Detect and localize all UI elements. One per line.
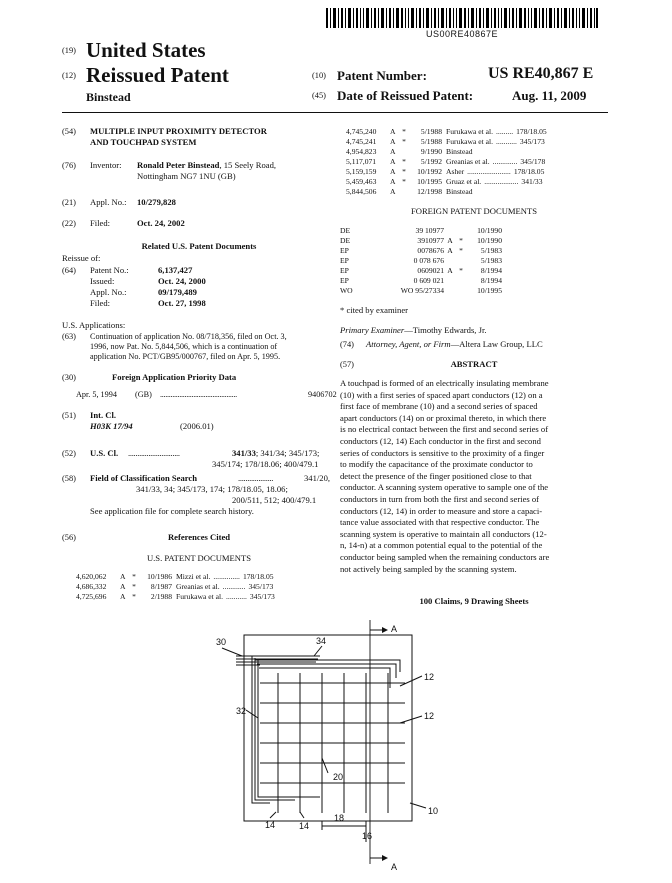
fig-label-12-bottom: 12 xyxy=(424,711,435,721)
doc-kind: A xyxy=(120,592,126,601)
inventor-address-1: , 15 Seely Road, xyxy=(219,160,277,170)
abstract-line: series of conductors is sensitive to the proximity of a finger xyxy=(340,447,545,458)
doc-country: DE xyxy=(340,226,351,235)
doc-dots: ............ xyxy=(222,582,246,591)
refs-heading: References Cited xyxy=(167,532,231,542)
doc-date: 10/1995 xyxy=(477,286,502,295)
code-21: (21) xyxy=(62,198,76,207)
abstract-line: conductors (12, 14) in order to measure and store a capaci- xyxy=(340,505,543,516)
doc-number: 5,117,071 xyxy=(346,157,377,166)
fig-label-20: 20 xyxy=(333,772,344,782)
inventor-name: Ronald Peter Binstead xyxy=(137,160,220,170)
table-row xyxy=(340,246,502,255)
reissue-value-2: 09/179,489 xyxy=(158,287,197,297)
table-row xyxy=(76,572,274,581)
us-applications-label: U.S. Applications: xyxy=(62,320,126,330)
code-76: (76) xyxy=(62,161,76,170)
doc-star: * xyxy=(132,592,136,601)
code-45: (45) xyxy=(312,91,326,100)
foreign-docs-heading: FOREIGN PATENT DOCUMENTS xyxy=(410,206,538,216)
abstract-line: first face of membrane (10) and a second series of spaced xyxy=(340,401,538,412)
barcode-number: US00RE40867E xyxy=(425,29,499,39)
abstract-line: to modify the capacitance of the proximate conductor to xyxy=(340,459,533,470)
priority-date: Apr. 5, 1994 xyxy=(76,390,117,399)
abstract-line: apart conductors (14) on or proximal thereto, in which there xyxy=(340,412,547,423)
doc-class: 178/18.05 xyxy=(242,572,274,581)
appl-number: 10/279,828 xyxy=(137,197,176,207)
field-dots: ................... xyxy=(238,473,274,483)
doc-number: 3910977 xyxy=(417,236,444,245)
doc-number: 4,725,696 xyxy=(76,592,107,601)
doc-class: 345/173 xyxy=(519,137,545,146)
doc-country: EP xyxy=(340,246,349,255)
doc-country: EP xyxy=(340,256,349,265)
doc-date: 9/1990 xyxy=(420,147,442,156)
field-line-3: 200/511, 512; 400/479.1 xyxy=(232,495,317,505)
code-22: (22) xyxy=(62,219,76,228)
doc-name: Furukawa et al. xyxy=(446,127,494,136)
reissue-label-3: Filed: xyxy=(90,298,111,308)
doc-date: 8/1987 xyxy=(150,582,172,591)
touchpad-figure xyxy=(200,618,460,880)
attorney-label: Attorney, Agent, or Firm xyxy=(366,339,451,349)
doc-kind: A xyxy=(447,246,453,255)
table-row xyxy=(340,276,502,285)
uscl-main: 341/33 xyxy=(232,448,256,458)
primary-examiner-name: —Timothy Edwards, Jr. xyxy=(404,325,487,335)
doc-dots: ......... xyxy=(496,127,514,136)
doc-number: 0078676 xyxy=(417,246,444,255)
doc-name: Furukawa et al. xyxy=(446,137,494,146)
table-row xyxy=(346,187,473,196)
title-line-2: AND TOUCHPAD SYSTEM xyxy=(90,137,197,147)
doc-number: 4,745,240 xyxy=(346,127,377,136)
leader-30 xyxy=(222,648,242,656)
abstract-line: A touchpad is formed of an electrically insulating membrane xyxy=(340,378,549,388)
field-label: Field of Classification Search xyxy=(90,473,198,483)
doc-date: 12/1998 xyxy=(417,187,442,196)
doc-star: * xyxy=(459,246,463,255)
doc-number: 39 10977 xyxy=(415,226,444,235)
uscl-label: U.S. Cl. xyxy=(90,448,119,458)
code-12: (12) xyxy=(62,71,76,80)
doc-date: 8/1994 xyxy=(480,276,502,285)
reissue-value-1: Oct. 24, 2000 xyxy=(158,276,206,286)
doc-kind: A xyxy=(390,157,396,166)
doc-dots: ........... xyxy=(226,592,247,601)
doc-date: 10/1990 xyxy=(477,226,502,235)
abstract-line: conductors (12, 14) Each conductor in the first and second xyxy=(340,435,541,446)
fig-label-a-bottom: A xyxy=(391,862,398,872)
code-57: (57) xyxy=(340,360,354,369)
uscl-dots: ............................ xyxy=(128,448,180,458)
priority-heading: Foreign Application Priority Data xyxy=(112,372,237,382)
reissue-label-1: Issued: xyxy=(90,276,115,286)
code-74: (74) xyxy=(340,340,354,349)
doc-date: 5/1988 xyxy=(420,127,442,136)
table-row xyxy=(340,256,502,265)
abstract-line: conductors in turn from both the first and second series of xyxy=(340,493,540,504)
primary-examiner-label: Primary Examiner xyxy=(340,325,405,335)
doc-country: DE xyxy=(340,236,351,245)
doc-dots: ....................... xyxy=(467,167,511,176)
code-30: (30) xyxy=(62,373,76,382)
fig-label-18: 18 xyxy=(334,813,345,823)
leader-14b xyxy=(300,812,304,818)
abstract xyxy=(340,378,608,575)
doc-date: 5/1988 xyxy=(420,137,442,146)
doc-dots: ........... xyxy=(496,137,517,146)
doc-date: 10/1995 xyxy=(417,177,442,186)
doc-number: 4,686,332 xyxy=(76,582,107,591)
doc-number: 4,620,062 xyxy=(76,572,107,581)
table-row xyxy=(76,582,273,591)
doc-date: 10/1986 xyxy=(147,572,172,581)
abstract-line: conductor. A scanning system operative to sample one of the xyxy=(340,482,549,493)
doc-kind: A xyxy=(447,266,453,275)
patent-number-label: Patent Number: xyxy=(337,68,427,83)
doc-star: * xyxy=(132,572,136,581)
doc-number: 4,745,241 xyxy=(346,137,377,146)
abstract-line: tance value associated with that respective conductor. The xyxy=(340,517,540,528)
code-19: (19) xyxy=(62,46,76,55)
leader-20 xyxy=(322,758,328,773)
doc-kind: A xyxy=(390,147,396,156)
abstract-line: (10) with a first series of spaced apart conductors (12) on a xyxy=(340,389,543,400)
table-row xyxy=(340,286,502,295)
doc-name: Binstead xyxy=(446,147,473,156)
reissue-label-0: Patent No.: xyxy=(90,265,129,275)
patent-number: US RE40,867 E xyxy=(488,65,594,82)
appl-label: Appl. No.: xyxy=(90,197,127,207)
table-row xyxy=(346,157,545,166)
priority-country: (GB) xyxy=(135,390,152,399)
field-line-2: 341/33, 34; 345/173, 174; 178/18.05, 18.06; xyxy=(136,484,288,494)
leader-14a xyxy=(270,812,276,818)
doc-number: 0609021 xyxy=(417,266,444,275)
doc-name: Greanias et al. xyxy=(176,582,220,591)
date-label: Date of Reissued Patent: xyxy=(337,88,474,103)
table-row xyxy=(340,226,502,235)
doc-star: * xyxy=(459,266,463,275)
uscl-line-2: 345/174; 178/18.06; 400/479.1 xyxy=(212,459,319,469)
table-row xyxy=(346,127,547,136)
table-row xyxy=(340,236,502,245)
code-54: (54) xyxy=(62,127,76,136)
fig-label-34: 34 xyxy=(316,636,327,646)
country: United States xyxy=(86,38,206,62)
reissue-of: Reissue of: xyxy=(62,253,101,263)
fig-label-10: 10 xyxy=(428,806,439,816)
doc-star: * xyxy=(132,582,136,591)
reissue-value-0: 6,137,427 xyxy=(158,265,193,275)
code-56: (56) xyxy=(62,533,76,542)
related-heading: Related U.S. Patent Documents xyxy=(141,241,257,251)
us-docs-heading: U.S. PATENT DOCUMENTS xyxy=(146,553,252,563)
attorney xyxy=(366,339,543,350)
code-63: (63) xyxy=(62,332,76,341)
inventor-surname: Binstead xyxy=(86,90,131,104)
doc-kind: A xyxy=(447,236,453,245)
table-row xyxy=(346,177,543,186)
doc-dots: .............. xyxy=(213,572,240,581)
doc-kind: A xyxy=(120,572,126,581)
doc-country: EP xyxy=(340,276,349,285)
abstract-line: n, 14-n) at a common potential equal to the potential of the xyxy=(340,540,543,551)
intcl-label: Int. Cl. xyxy=(90,410,117,420)
doc-star: * xyxy=(402,137,406,146)
reissue-label-2: Appl. No.: xyxy=(90,287,127,297)
doc-name: Furukawa et al. xyxy=(176,592,224,601)
code-58: (58) xyxy=(62,474,76,483)
leader-12b xyxy=(400,716,422,723)
field-line-4: See application file for complete search history. xyxy=(90,506,254,516)
table-row xyxy=(340,266,502,275)
fig-label-30: 30 xyxy=(216,637,227,647)
doc-number: 5,159,159 xyxy=(346,167,377,176)
inventor-line-1 xyxy=(137,160,276,171)
doc-class: 345/173 xyxy=(248,582,274,591)
continuation-line-1: Continuation of application No. 08/718,356, filed on Oct. 3, xyxy=(90,332,287,341)
reissue-value-3: Oct. 27, 1998 xyxy=(158,298,206,308)
doc-star: * xyxy=(402,127,406,136)
doc-name: Gruaz et al. xyxy=(446,177,482,186)
doc-kind: Reissued Patent xyxy=(86,63,229,87)
doc-kind: A xyxy=(120,582,126,591)
fig-label-32: 32 xyxy=(236,706,247,716)
doc-kind: A xyxy=(390,137,396,146)
table-row xyxy=(346,147,473,156)
code-10: (10) xyxy=(312,71,326,80)
doc-country: WO xyxy=(340,286,353,295)
field-line-1: 341/20, xyxy=(304,473,331,483)
abstract-heading: ABSTRACT xyxy=(450,359,498,369)
priority-number: 9406702 xyxy=(308,390,337,399)
intcl-year: (2006.01) xyxy=(180,421,214,431)
abstract-line: is no electrical contact between the first and second series of xyxy=(340,424,549,435)
code-51: (51) xyxy=(62,411,76,420)
doc-date: 5/1983 xyxy=(480,256,502,265)
doc-kind: A xyxy=(390,127,396,136)
reissue-date: Aug. 11, 2009 xyxy=(512,88,587,103)
fig-label-14-right: 14 xyxy=(299,821,310,831)
doc-name: Greanias et al. xyxy=(446,157,490,166)
doc-star: * xyxy=(402,167,406,176)
inventor-label: Inventor: xyxy=(90,160,122,170)
doc-date: 5/1983 xyxy=(480,246,502,255)
doc-number: 0 078 676 xyxy=(413,256,444,265)
doc-country: EP xyxy=(340,266,349,275)
doc-number: 4,954,823 xyxy=(346,147,377,156)
doc-date: 10/1990 xyxy=(477,236,502,245)
doc-class: 178/18.05 xyxy=(516,127,547,136)
priority-dots: ............................................ xyxy=(160,390,237,399)
doc-kind: A xyxy=(390,187,396,196)
abstract-line: scanning system is operative to maintain all conductors (12- xyxy=(340,528,547,539)
vertical-conductors xyxy=(252,656,388,813)
intcl-code: H03K 17/94 xyxy=(90,421,133,431)
abstract-line: conductor being sampled when the remaining conductors are xyxy=(340,551,550,562)
doc-kind: A xyxy=(390,177,396,186)
cited-by-examiner: * cited by examiner xyxy=(340,305,409,315)
barcode xyxy=(326,8,598,28)
attorney-name: —Altera Law Group, LLC xyxy=(450,339,543,349)
arrow-head-bottom xyxy=(382,855,388,861)
doc-name: Binstead xyxy=(446,187,473,196)
abstract-line: detect the presence of the finger positioned close to that xyxy=(340,470,532,481)
leader-34 xyxy=(314,646,322,656)
doc-class: 345/178 xyxy=(520,157,546,166)
doc-class: 345/173 xyxy=(249,592,275,601)
doc-dots: .................. xyxy=(484,177,519,186)
fig-label-12-top: 12 xyxy=(424,672,435,682)
continuation-line-2: 1996, now Pat. No. 5,844,506, which is a continuation of xyxy=(90,342,278,351)
uscl-line-1 xyxy=(232,448,319,459)
fig-label-16: 16 xyxy=(362,831,373,841)
continuation-line-3: application No. PCT/GB95/000767, filed on Apr. 5, 1995. xyxy=(90,352,281,361)
filed-label: Filed: xyxy=(90,218,111,228)
doc-date: 5/1992 xyxy=(420,157,442,166)
title-line-1: MULTIPLE INPUT PROXIMITY DETECTOR xyxy=(90,126,267,136)
doc-star: * xyxy=(402,177,406,186)
doc-dots: ............. xyxy=(492,157,518,166)
uscl-rest-1: ; 341/34; 345/173; xyxy=(255,448,320,458)
doc-date: 10/1992 xyxy=(417,167,442,176)
inventor-address-2: Nottingham NG7 1NU (GB) xyxy=(137,171,236,181)
doc-number: 0 609 021 xyxy=(413,276,444,285)
code-52: (52) xyxy=(62,449,76,458)
doc-number: 5,844,506 xyxy=(346,187,377,196)
doc-name: Mizzi et al. xyxy=(176,572,211,581)
doc-kind: A xyxy=(390,167,396,176)
arrow-head-top xyxy=(382,627,388,633)
doc-class: 341/33 xyxy=(521,177,543,186)
fig-label-a-top: A xyxy=(391,624,398,634)
doc-number: WO 95/27334 xyxy=(400,286,444,295)
doc-date: 2/1988 xyxy=(150,592,172,601)
membrane-outline xyxy=(244,635,412,821)
filed-date: Oct. 24, 2002 xyxy=(137,218,185,228)
doc-class: 178/18.05 xyxy=(513,167,545,176)
doc-star: * xyxy=(459,236,463,245)
doc-star: * xyxy=(402,157,406,166)
doc-number: 5,459,463 xyxy=(346,177,377,186)
table-row xyxy=(346,167,544,176)
fig-label-14-left: 14 xyxy=(265,820,276,830)
table-row xyxy=(76,592,275,601)
table-row xyxy=(346,137,545,146)
code-64: (64) xyxy=(62,266,76,275)
header-rule xyxy=(62,112,608,113)
primary-examiner xyxy=(340,325,487,336)
abstract-line: not actively being sampled by the scanning system. xyxy=(340,563,517,574)
doc-name: Asher xyxy=(446,167,465,176)
doc-date: 8/1994 xyxy=(480,266,502,275)
leader-12a xyxy=(400,676,422,686)
claims-sheets: 100 Claims, 9 Drawing Sheets xyxy=(419,596,529,606)
